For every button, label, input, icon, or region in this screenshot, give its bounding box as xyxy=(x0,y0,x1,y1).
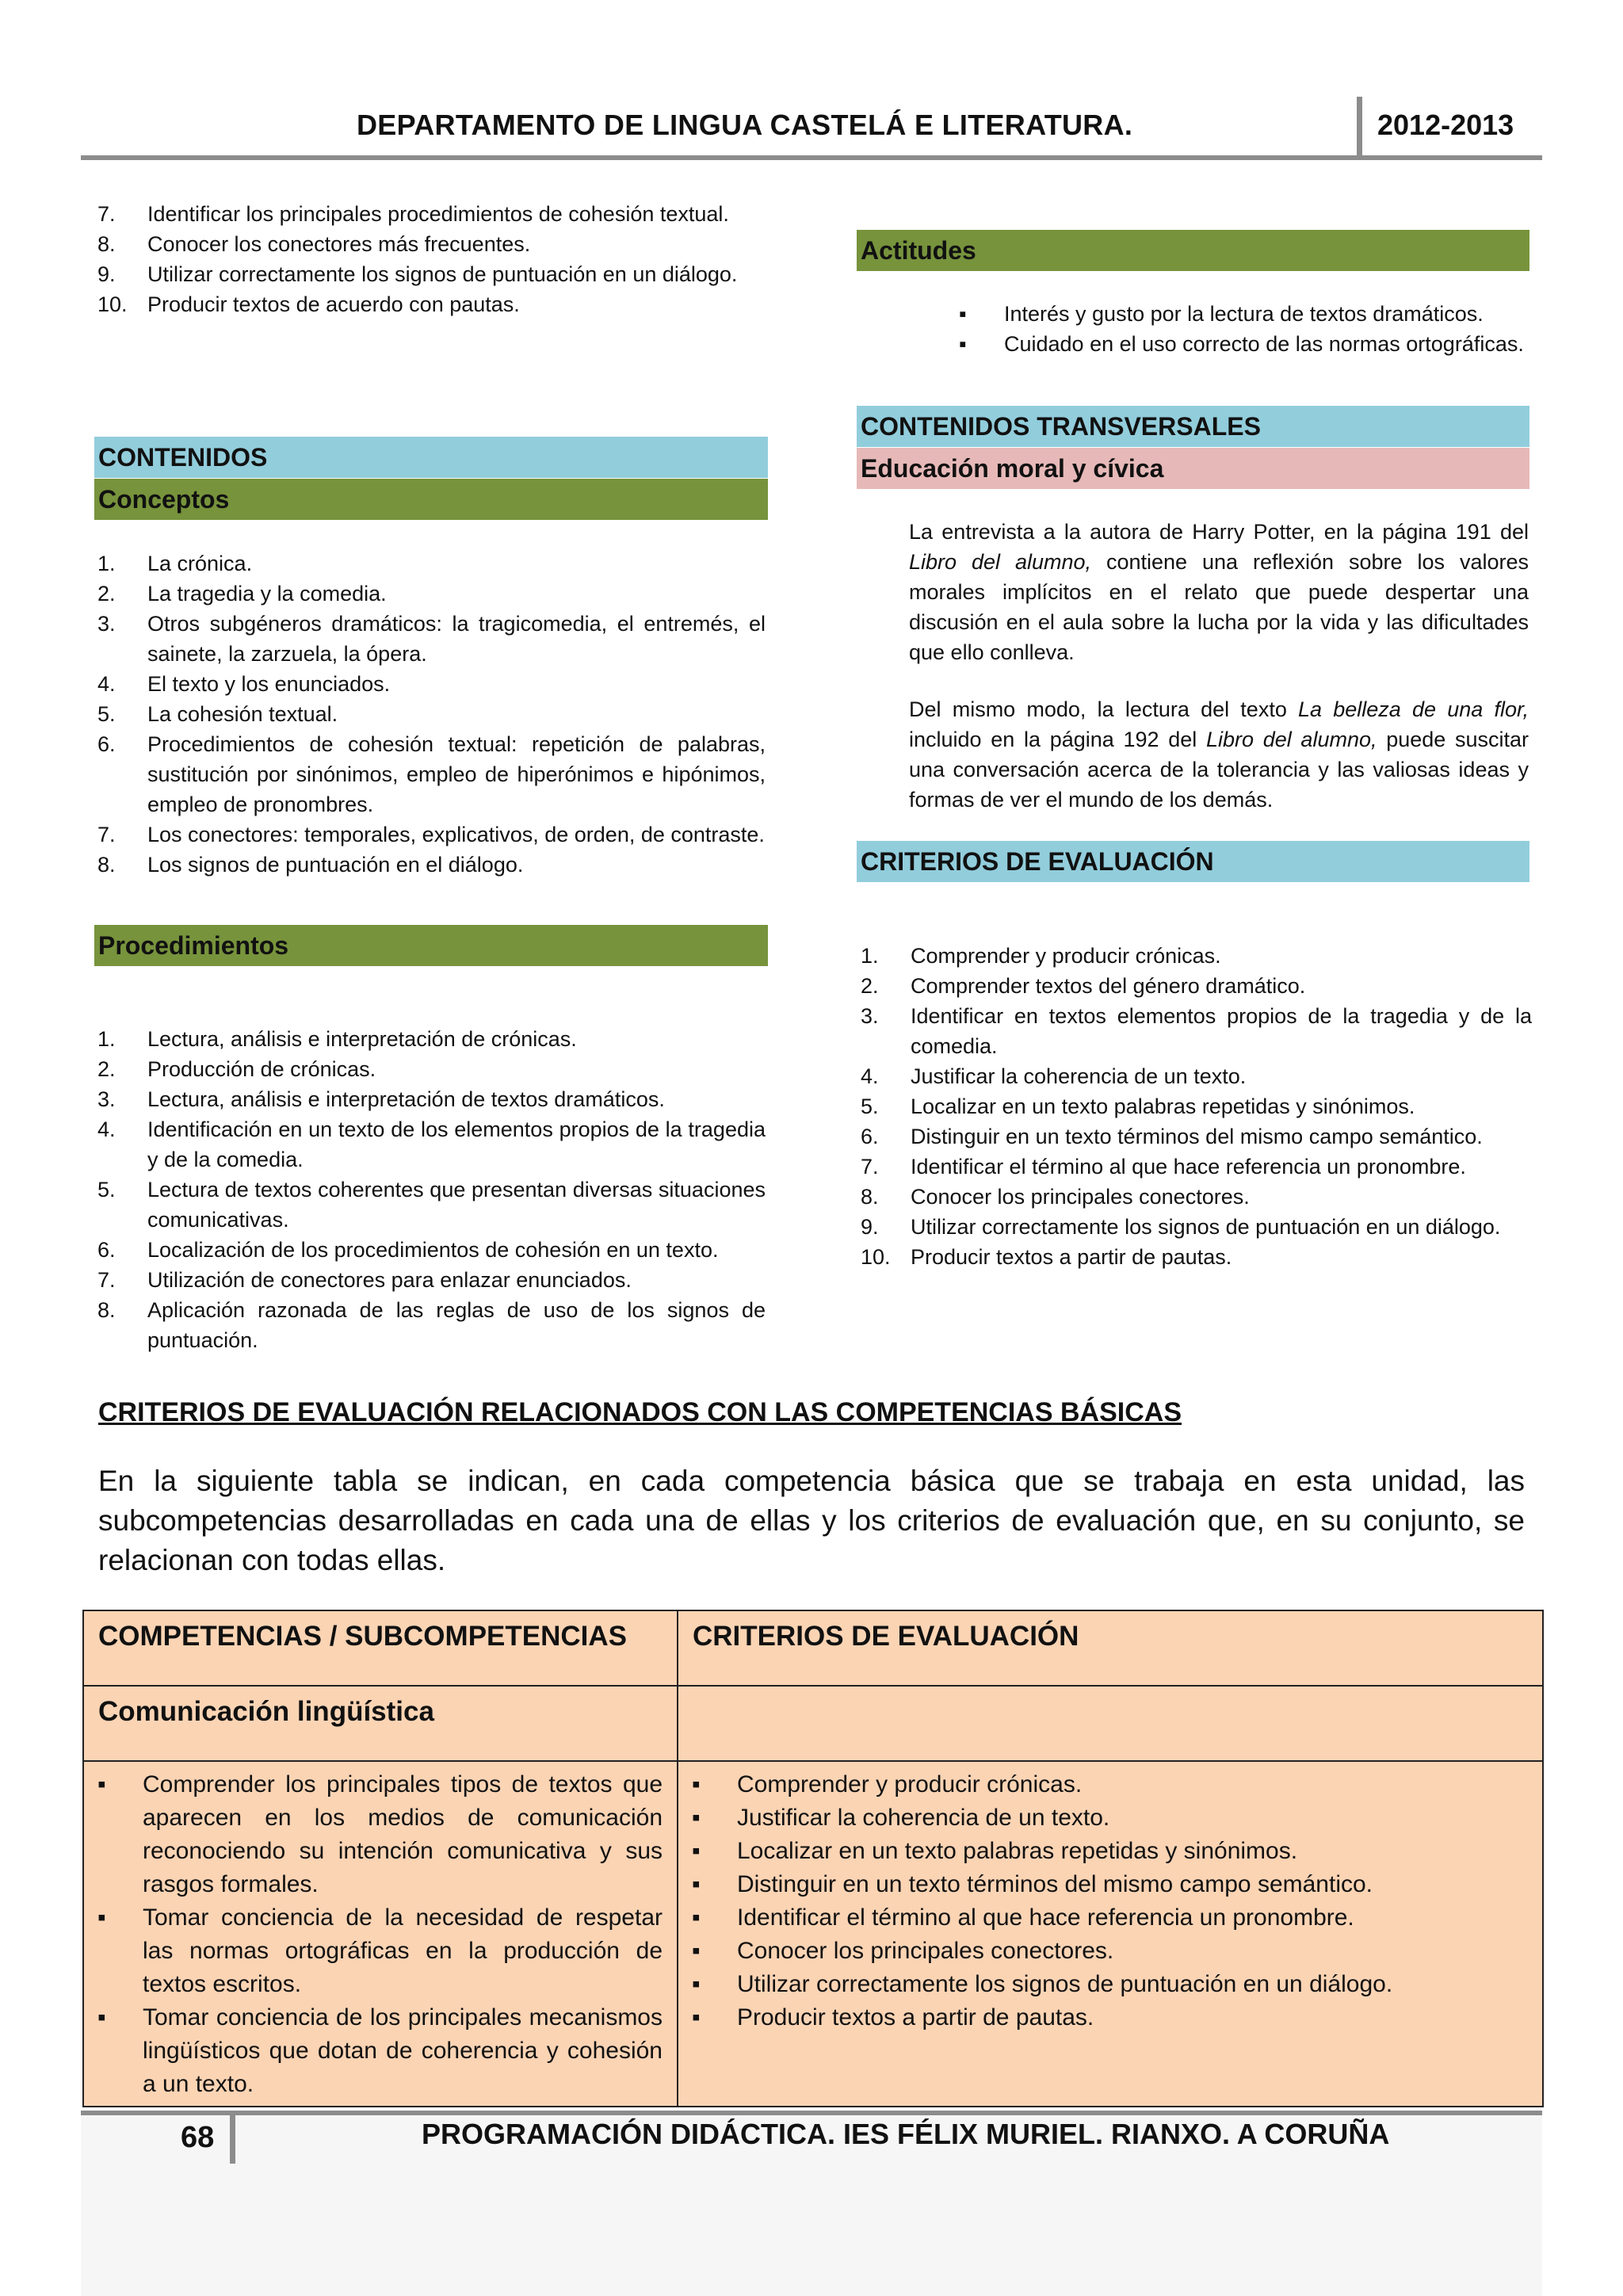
list-item: 7. Los conectores: temporales, explicativos, de orden, de contraste. xyxy=(97,823,765,846)
educacion-paragraph-1: La entrevista a la autora de Harry Potter, en la página 191 del Libro del alumno, contiene una reflexión sobre los valores morales implícitos en el relato que puede despertar una discusión en el aula sobre la lucha por la vida y las dificultades que ello conlleva. xyxy=(909,520,1529,664)
list-item: 1. La crónica. xyxy=(97,552,253,575)
table-row xyxy=(83,1686,1543,1761)
actitudes-list xyxy=(957,299,1529,359)
list-item: ▪ Cuidado en el uso correcto de las normas ortográficas. xyxy=(957,329,1529,359)
table-row xyxy=(83,1761,1543,2107)
list-item: 5. La cohesión textual. xyxy=(97,702,338,726)
bullet-square-icon: ▪ xyxy=(959,302,967,326)
bullet-square-icon: ▪ xyxy=(97,1904,106,1931)
footer-text: PROGRAMACIÓN DIDÁCTICA. IES FÉLIX MURIEL. RIANXO. A CORUÑA xyxy=(422,2118,1390,2150)
list-item: 9. Utilizar correctamente los signos de puntuación en un diálogo. xyxy=(861,1215,1501,1239)
bullet-square-icon: ▪ xyxy=(692,1904,701,1931)
transversales-heading: CONTENIDOS TRANSVERSALES xyxy=(857,406,1529,447)
objectives-continued-list xyxy=(95,199,766,319)
subcompetencias-list xyxy=(95,1768,663,2101)
competencias-table xyxy=(82,1610,1544,2107)
list-item: 10. Producir textos de acuerdo con pautas. xyxy=(97,292,520,316)
list-item: 7. Identificar el término al que hace referencia un pronombre. xyxy=(861,1155,1466,1179)
list-item: 3. Otros subgéneros dramáticos: la tragicomedia, el entremés, el sainete, la zarzuela, la ópera. xyxy=(97,612,766,666)
section-title: CRITERIOS DE EVALUACIÓN RELACIONADOS CON LAS COMPETENCIAS BÁSICAS xyxy=(98,1397,1182,1427)
col1-header: COMPETENCIAS / SUBCOMPETENCIAS xyxy=(83,1610,678,1686)
header-rule xyxy=(81,155,1542,160)
list-item: ▪ Utilizar correctamente los signos de puntuación en un diálogo. xyxy=(689,1968,1528,2001)
list-item: 3. Identificar en textos elementos propios de la tragedia y de la comedia. xyxy=(861,1004,1532,1058)
educacion-heading: Educación moral y cívica xyxy=(857,448,1529,489)
educacion-paragraph-2: Del mismo modo, la lectura del texto La belleza de una flor, incluido en la página 192 del Libro del alumno, puede suscitar una conversación acerca de la tolerancia y las valiosas ideas y formas de ver el mundo de los demás. xyxy=(909,697,1529,812)
list-item: 2. Producción de crónicas. xyxy=(97,1057,376,1081)
bullet-square-icon: ▪ xyxy=(97,2004,106,2030)
list-item: ▪ Tomar conciencia de los principales mecanismos lingüísticos que dotan de coherencia y cohesión a un texto. xyxy=(95,2001,663,2101)
list-item: 5. Localizar en un texto palabras repetidas y sinónimos. xyxy=(861,1095,1415,1118)
contenidos-heading: CONTENIDOS xyxy=(94,437,768,478)
list-item: 5. Lectura de textos coherentes que presentan diversas situaciones comunicativas. xyxy=(97,1178,766,1232)
row-label-empty xyxy=(678,1686,1543,1761)
list-item: 1. Lectura, análisis e interpretación de crónicas. xyxy=(97,1027,577,1051)
section-intro: En la siguiente tabla se indican, en cada competencia básica que se trabaja en esta unidad, las subcompetencias desarrolladas en cada una de ellas y los criterios de evaluación que, en su conjunto, se relacionan con todas ellas. xyxy=(98,1465,1525,1576)
list-item: 6. Procedimientos de cohesión textual: repetición de palabras, sustitución por sinónimos, empleo de hiperónimos e hipónimos, empleo de pronombres. xyxy=(97,732,766,816)
actitudes-heading: Actitudes xyxy=(857,230,1529,271)
criterios-list xyxy=(858,941,1532,1272)
procedimientos-list xyxy=(95,1024,766,1355)
subcompetencias-cell xyxy=(83,1761,678,2107)
col2-header: CRITERIOS DE EVALUACIÓN xyxy=(678,1610,1543,1686)
list-item: 4. Justificar la coherencia de un texto. xyxy=(861,1064,1247,1088)
bullet-square-icon: ▪ xyxy=(692,1971,701,1997)
procedimientos-heading: Procedimientos xyxy=(94,925,768,966)
conceptos-list xyxy=(95,548,766,880)
list-item: 6. Localización de los procedimientos de cohesión en un texto. xyxy=(97,1238,719,1262)
bullet-square-icon: ▪ xyxy=(692,2004,701,2030)
list-item: 1. Comprender y producir crónicas. xyxy=(861,944,1221,968)
header-divider xyxy=(1357,97,1362,159)
list-item: 2. La tragedia y la comedia. xyxy=(97,582,387,606)
list-item: 8. Conocer los conectores más frecuentes. xyxy=(97,232,531,256)
table-header-row xyxy=(83,1610,1543,1686)
bullet-square-icon: ▪ xyxy=(692,1938,701,1964)
bullet-square-icon: ▪ xyxy=(97,1771,106,1797)
list-item: 7. Utilización de conectores para enlazar enunciados. xyxy=(97,1268,632,1292)
page-number: 68 xyxy=(181,2121,215,2154)
list-item: ▪ Tomar conciencia de la necesidad de respetar las normas ortográficas en la producción de textos escritos. xyxy=(95,1901,663,2001)
list-item: ▪ Producir textos a partir de pautas. xyxy=(689,2001,1528,2034)
criterios-heading: CRITERIOS DE EVALUACIÓN xyxy=(857,841,1529,882)
list-item: 6. Distinguir en un texto términos del mismo campo semántico. xyxy=(861,1125,1483,1148)
list-item: ▪ Conocer los principales conectores. xyxy=(689,1935,1528,1968)
list-item: 10. Producir textos a partir de pautas. xyxy=(861,1245,1232,1269)
bullet-square-icon: ▪ xyxy=(692,1805,701,1831)
header-year: 2012-2013 xyxy=(1377,109,1514,141)
list-item: 9. Utilizar correctamente los signos de puntuación en un diálogo. xyxy=(97,262,738,286)
footer-divider xyxy=(230,2115,235,2164)
header-title: DEPARTAMENTO DE LINGUA CASTELÁ E LITERATURA. xyxy=(357,109,1133,141)
bullet-square-icon: ▪ xyxy=(692,1771,701,1797)
list-item: 2. Comprender textos del género dramático. xyxy=(861,974,1306,998)
list-item: 8. Los signos de puntuación en el diálogo. xyxy=(97,853,524,877)
list-item: ▪ Justificar la coherencia de un texto. xyxy=(689,1801,1528,1835)
bullet-square-icon: ▪ xyxy=(692,1871,701,1897)
list-item: ▪ Interés y gusto por la lectura de textos dramáticos. xyxy=(957,299,1529,329)
bullet-square-icon: ▪ xyxy=(692,1838,701,1864)
conceptos-heading: Conceptos xyxy=(94,479,768,520)
footer-rule xyxy=(81,2111,1542,2115)
list-item: 8. Conocer los principales conectores. xyxy=(861,1185,1250,1209)
criterios-table-list xyxy=(689,1768,1528,2034)
list-item: 4. El texto y los enunciados. xyxy=(97,672,391,696)
list-item: ▪ Identificar el término al que hace referencia un pronombre. xyxy=(689,1901,1528,1935)
list-item: 3. Lectura, análisis e interpretación de textos dramáticos. xyxy=(97,1087,665,1111)
list-item: ▪ Comprender y producir crónicas. xyxy=(689,1768,1528,1801)
list-item: 7. Identificar los principales procedimientos de cohesión textual. xyxy=(97,202,729,226)
bullet-square-icon: ▪ xyxy=(959,332,967,356)
list-item: ▪ Localizar en un texto palabras repetidas y sinónimos. xyxy=(689,1835,1528,1868)
criterios-cell xyxy=(678,1761,1543,2107)
row-label: Comunicación lingüística xyxy=(83,1686,678,1761)
list-item: ▪ Distinguir en un texto términos del mismo campo semántico. xyxy=(689,1868,1528,1901)
list-item: 8. Aplicación razonada de las reglas de uso de los signos de puntuación. xyxy=(97,1298,766,1352)
list-item: ▪ Comprender los principales tipos de textos que aparecen en los medios de comunicación reconociendo su intención comunicativa y sus rasgos formales. xyxy=(95,1768,663,1901)
list-item: 4. Identificación en un texto de los elementos propios de la tragedia y de la comedia. xyxy=(97,1117,766,1171)
